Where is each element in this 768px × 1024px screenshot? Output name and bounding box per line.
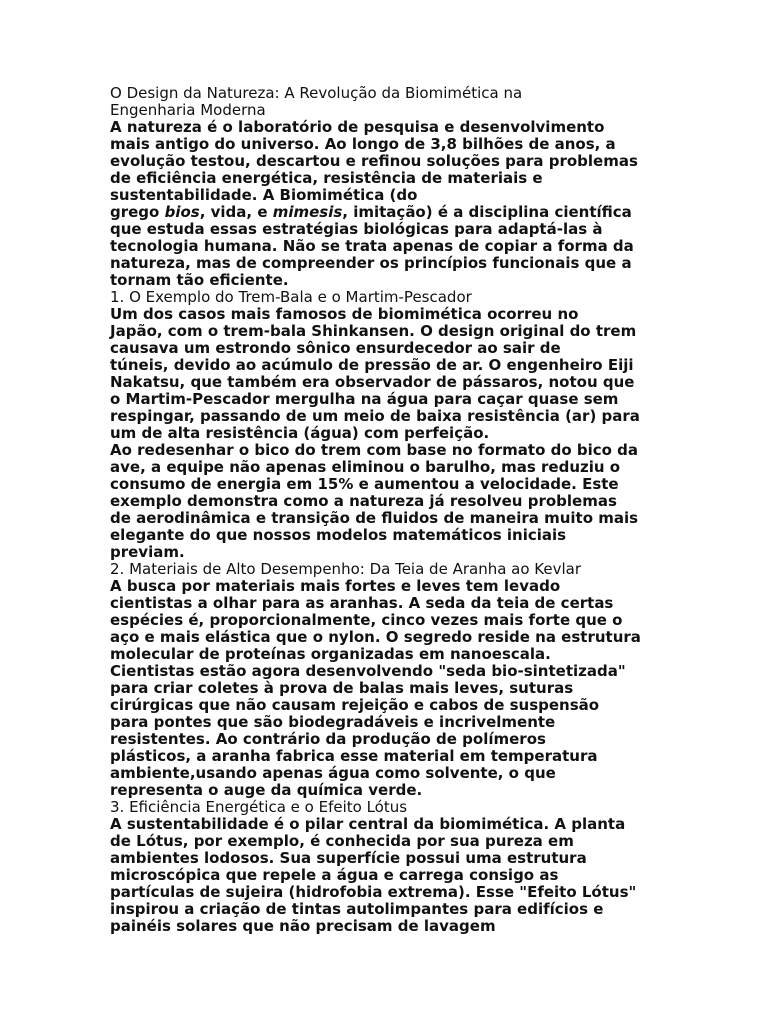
section-2-paragraph-2 <box>110 663 665 799</box>
text-line: de eficiência energética, resistência de materiais e <box>110 169 543 187</box>
text-line: A busca por materiais mais fortes e leves tem levado <box>110 577 561 595</box>
text-line: de Lótus, por exemplo, é conhecida por sua pureza em <box>110 832 574 850</box>
section-1-paragraph-2 <box>110 442 665 561</box>
text-line: para criar coletes à prova de balas mais leves, suturas <box>110 679 574 697</box>
text-line: Cientistas estão agora desenvolvendo "seda bio-sintetizada" <box>110 662 626 680</box>
text-line: Ao redesenhar o bico do trem com base no formato do bico da <box>110 441 639 459</box>
text-line: molecular de proteínas organizadas em nanoescala. <box>110 645 551 663</box>
text-line: túneis, devido ao acúmulo de pressão de ar. O engenheiro Eiji <box>110 356 634 374</box>
text-line: para pontes que são biodegradáveis e incrivelmente <box>110 713 556 731</box>
text-line: cirúrgicas que não causam rejeição e cabos de suspensão <box>110 696 600 714</box>
section-3-paragraph-1 <box>110 816 665 935</box>
text-line: mais antigo do universo. Ao longo de 3,8 bilhões de anos, a <box>110 135 616 153</box>
text-fragment: grego <box>110 203 165 221</box>
title-line: O Design da Natureza: A Revolução da Biomimética na <box>110 84 523 102</box>
section-heading <box>110 289 665 306</box>
text-line: inspirou a criação de tintas autolimpantes para edifícios e <box>110 900 604 918</box>
text-line: elegante do que nossos modelos matemáticos iniciais <box>110 526 567 544</box>
text-line: Japão, com o trem-bala Shinkansen. O design original do trem <box>110 322 637 340</box>
document-title <box>110 85 665 119</box>
text-line: que estuda essas estratégias biológicas para adaptá-las à <box>110 220 603 238</box>
text-line: plásticos, a aranha fabrica esse material em temperatura <box>110 747 598 765</box>
text-line: exemplo demonstra como a natureza já resolveu problemas <box>110 492 617 510</box>
text-line: resistentes. Ao contrário da produção de polímeros <box>110 730 546 748</box>
section-1-paragraph-1 <box>110 306 665 442</box>
text-line: um de alta resistência (água) com perfeição. <box>110 424 490 442</box>
text-line: natureza, mas de compreender os princípios funcionais que a <box>110 254 632 272</box>
text-line: ave, a equipe não apenas eliminou o barulho, mas reduziu o <box>110 458 621 476</box>
text-line: Nakatsu, que também era observador de pássaros, notou que <box>110 373 635 391</box>
text-line: consumo de energia em 15% e aumentou a velocidade. Este <box>110 475 619 493</box>
text-fragment: , imitação) é a disciplina científica <box>342 203 632 221</box>
italic-term-bios: bios <box>164 203 200 221</box>
text-line: partículas de sujeira (hidrofobia extrema). Esse "Efeito Lótus" <box>110 883 637 901</box>
section-heading <box>110 561 665 578</box>
heading-line: 2. Materiais de Alto Desempenho: Da Teia de Aranha ao Kevlar <box>110 560 582 578</box>
heading-line: 1. O Exemplo do Trem-Bala e o Martim-Pescador <box>110 288 472 306</box>
text-line: aço e mais elástica que o nylon. O segredo reside na estrutura <box>110 628 641 646</box>
text-line: tornam tão eficiente. <box>110 271 289 289</box>
text-line: A sustentabilidade é o pilar central da biomimética. A planta <box>110 815 626 833</box>
text-line: tecnologia humana. Não se trata apenas de copiar a forma da <box>110 237 634 255</box>
text-line: painéis solares que não precisam de lavagem <box>110 917 496 935</box>
text-line: sustentabilidade. A Biomimética (do <box>110 186 418 204</box>
text-line: respingar, passando de um meio de baixa resistência (ar) para <box>110 407 640 425</box>
heading-line: 3. Eficiência Energética e o Efeito Lótus <box>110 798 408 816</box>
text-line: A natureza é o laboratório de pesquisa e desenvolvimento <box>110 118 605 136</box>
section-2-paragraph-1 <box>110 578 665 663</box>
text-line: representa o auge da química verde. <box>110 781 423 799</box>
text-line: microscópica que repele a água e carrega consigo as <box>110 866 559 884</box>
section-heading <box>110 799 665 816</box>
text-line: causava um estrondo sônico ensurdecedor ao sair de <box>110 339 561 357</box>
text-line: espécies é, proporcionalmente, cinco vezes mais forte que o <box>110 611 623 629</box>
document-page <box>110 85 665 935</box>
text-line: o Martim-Pescador mergulha na água para caçar quase sem <box>110 390 619 408</box>
italic-term-mimesis: mimesis <box>272 203 343 221</box>
text-fragment: , vida, e <box>199 203 273 221</box>
intro-paragraph <box>110 119 665 289</box>
title-line: Engenharia Moderna <box>110 101 266 119</box>
text-line-with-italics <box>110 204 665 221</box>
text-line: Um dos casos mais famosos de biomimética ocorreu no <box>110 305 579 323</box>
text-line: evolução testou, descartou e refinou soluções para problemas <box>110 152 638 170</box>
text-line: de aerodinâmica e transição de fluidos de maneira muito mais <box>110 509 639 527</box>
text-line: previam. <box>110 543 185 561</box>
text-line: ambiente,usando apenas água como solvente, o que <box>110 764 556 782</box>
text-line: ambientes lodosos. Sua superfície possui uma estrutura <box>110 849 587 867</box>
text-line: cientistas a olhar para as aranhas. A seda da teia de certas <box>110 594 614 612</box>
